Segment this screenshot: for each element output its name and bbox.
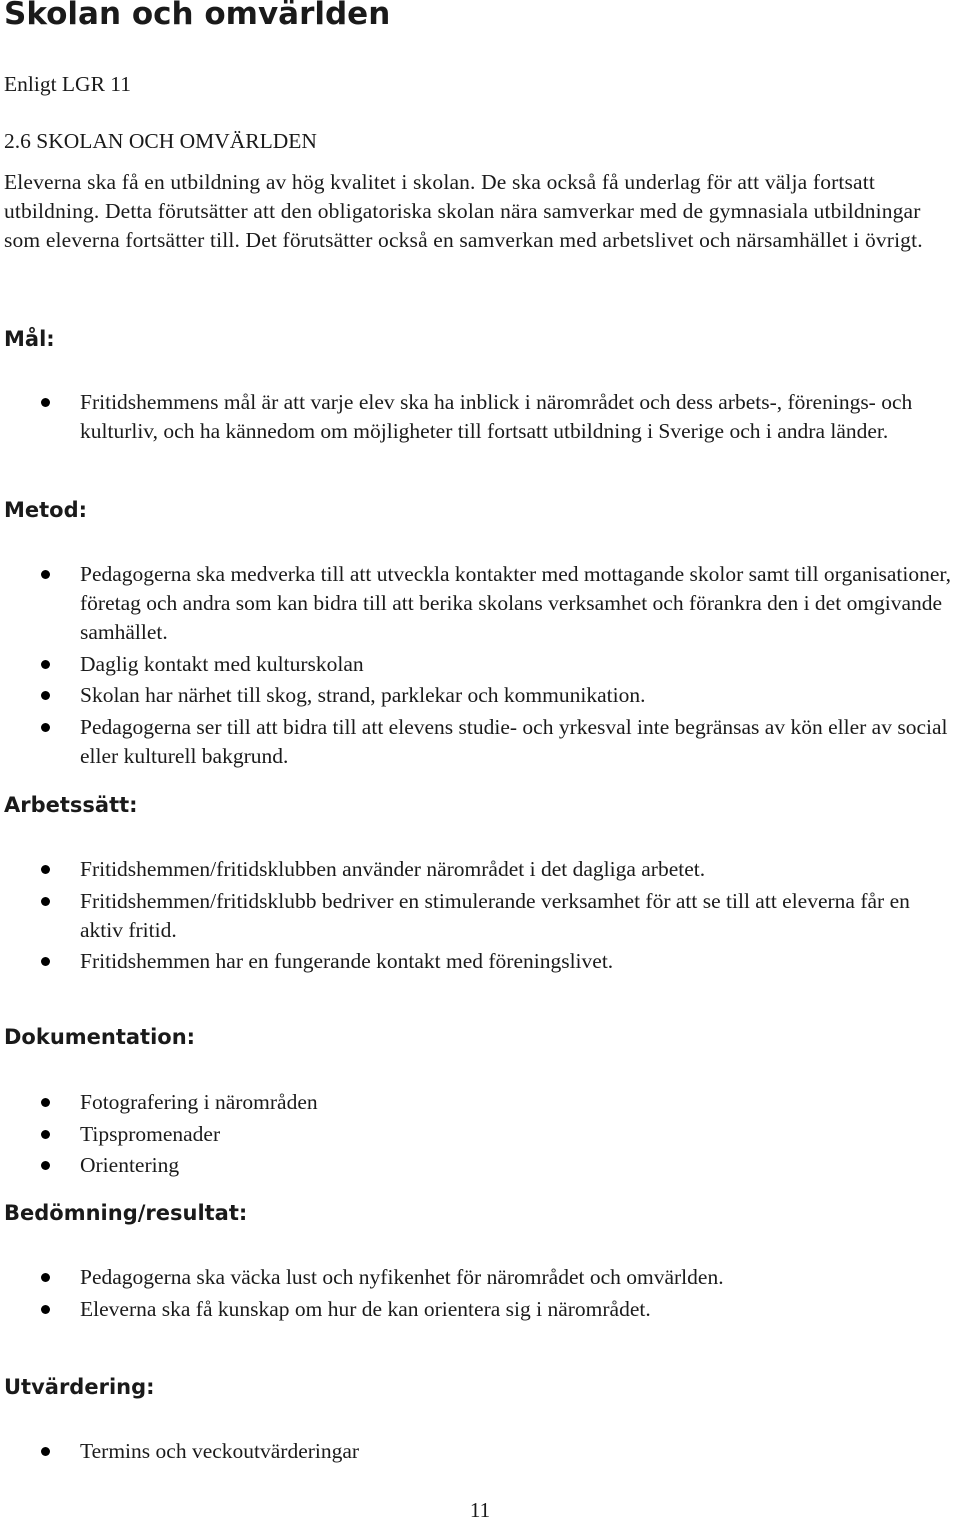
- heading-metod: Metod:: [4, 498, 88, 522]
- list-item: [0, 681, 958, 710]
- bullet-icon: [41, 398, 50, 407]
- list-item-text: Pedagogerna ska väcka lust och nyfikenhet för närområdet och omvärlden.: [80, 1265, 724, 1289]
- list-metod: [0, 560, 958, 773]
- heading-arbetssatt: Arbetssätt:: [4, 793, 138, 817]
- list-mal: [0, 388, 958, 449]
- heading-utvardering: Utvärdering:: [4, 1375, 155, 1399]
- list-item: [0, 650, 958, 679]
- list-item-text: Pedagogerna ser till att bidra till att elevens studie- och yrkesval inte begränsas av kön eller av social eller kulturell bakgrund.: [80, 714, 948, 768]
- list-item: [0, 1437, 958, 1466]
- page-number: 11: [469, 1498, 491, 1522]
- bullet-icon: [41, 723, 50, 732]
- list-item-text: Pedagogerna ska medverka till att utveckla kontakter med mottagande skolor samt till organisationer, företag och andra som kan bidra till att berika skolans verksamhet och förankra den i det omgivande samhället.: [80, 562, 952, 644]
- source-reference: Enligt LGR 11: [4, 72, 132, 96]
- list-item-text: Eleverna ska få kunskap om hur de kan orientera sig i närområdet.: [80, 1296, 651, 1321]
- list-bedomning: [0, 1263, 958, 1326]
- list-item-text: Fritidshemmens mål är att varje elev ska ha inblick i närområdet och dess arbets-, förenings- och kulturliv, och ha kännedom om möjligheter till fortsatt utbildning i Sverige och i andra länder.: [80, 390, 913, 443]
- section-title: 2.6 SKOLAN OCH OMVÄRLDEN: [4, 129, 317, 153]
- list-item: [0, 1295, 958, 1324]
- list-item: [0, 388, 958, 446]
- bullet-icon: [41, 1130, 50, 1139]
- bullet-icon: [41, 1161, 50, 1170]
- heading-dokumentation: Dokumentation:: [4, 1025, 196, 1049]
- bullet-icon: [41, 1447, 50, 1456]
- list-item-text: Skolan har närhet till skog, strand, parklekar och kommunikation.: [80, 683, 646, 707]
- list-item: [0, 1263, 958, 1292]
- bullet-icon: [41, 865, 50, 874]
- list-dokumentation: [0, 1088, 958, 1183]
- bullet-icon: [41, 897, 50, 906]
- list-item-text: Fritidshemmen/fritidsklubb bedriver en stimulerande verksamhet för att se till att eleverna får en aktiv fritid.: [80, 888, 910, 942]
- bullet-icon: [41, 660, 50, 669]
- list-item: [0, 855, 958, 884]
- bullet-icon: [41, 1098, 50, 1107]
- list-arbetssatt: [0, 855, 958, 979]
- bullet-icon: [41, 570, 50, 579]
- list-item-text: Tipspromenader: [80, 1121, 221, 1146]
- heading-mal: Mål:: [4, 327, 55, 351]
- list-item: [0, 713, 958, 771]
- list-item-text: Termins och veckoutvärderingar: [80, 1439, 360, 1463]
- list-item: [0, 1088, 958, 1117]
- page-title: Skolan och omvärlden: [4, 0, 391, 32]
- list-item-text: Fritidshemmen har en fungerande kontakt med föreningslivet.: [80, 949, 614, 973]
- bullet-icon: [41, 1305, 50, 1314]
- bullet-icon: [41, 1273, 50, 1282]
- list-item: [0, 1120, 958, 1149]
- list-item: [0, 1151, 958, 1180]
- list-item-text: Orientering: [80, 1153, 180, 1177]
- list-utvardering: [0, 1437, 958, 1469]
- bullet-icon: [41, 691, 50, 700]
- heading-bedomning: Bedömning/resultat:: [4, 1201, 248, 1225]
- list-item: [0, 887, 958, 945]
- intro-paragraph: Eleverna ska få en utbildning av hög kvalitet i skolan. De ska också få underlag för att välja fortsatt utbildning. Detta förutsätter att den obligatoriska skolan nära samverkar med de gymnasiala utbildningar som eleverna fortsätter till. Det förutsätter också en samverkan med arbetslivet och närsamhället i övrigt.: [4, 170, 923, 252]
- bullet-icon: [41, 957, 50, 966]
- list-item-text: Fotografering i närområden: [80, 1090, 318, 1114]
- list-item: [0, 947, 958, 976]
- list-item-text: Daglig kontakt med kulturskolan: [80, 651, 364, 676]
- list-item: [0, 560, 958, 647]
- list-item-text: Fritidshemmen/fritidsklubben använder närområdet i det dagliga arbetet.: [80, 857, 706, 881]
